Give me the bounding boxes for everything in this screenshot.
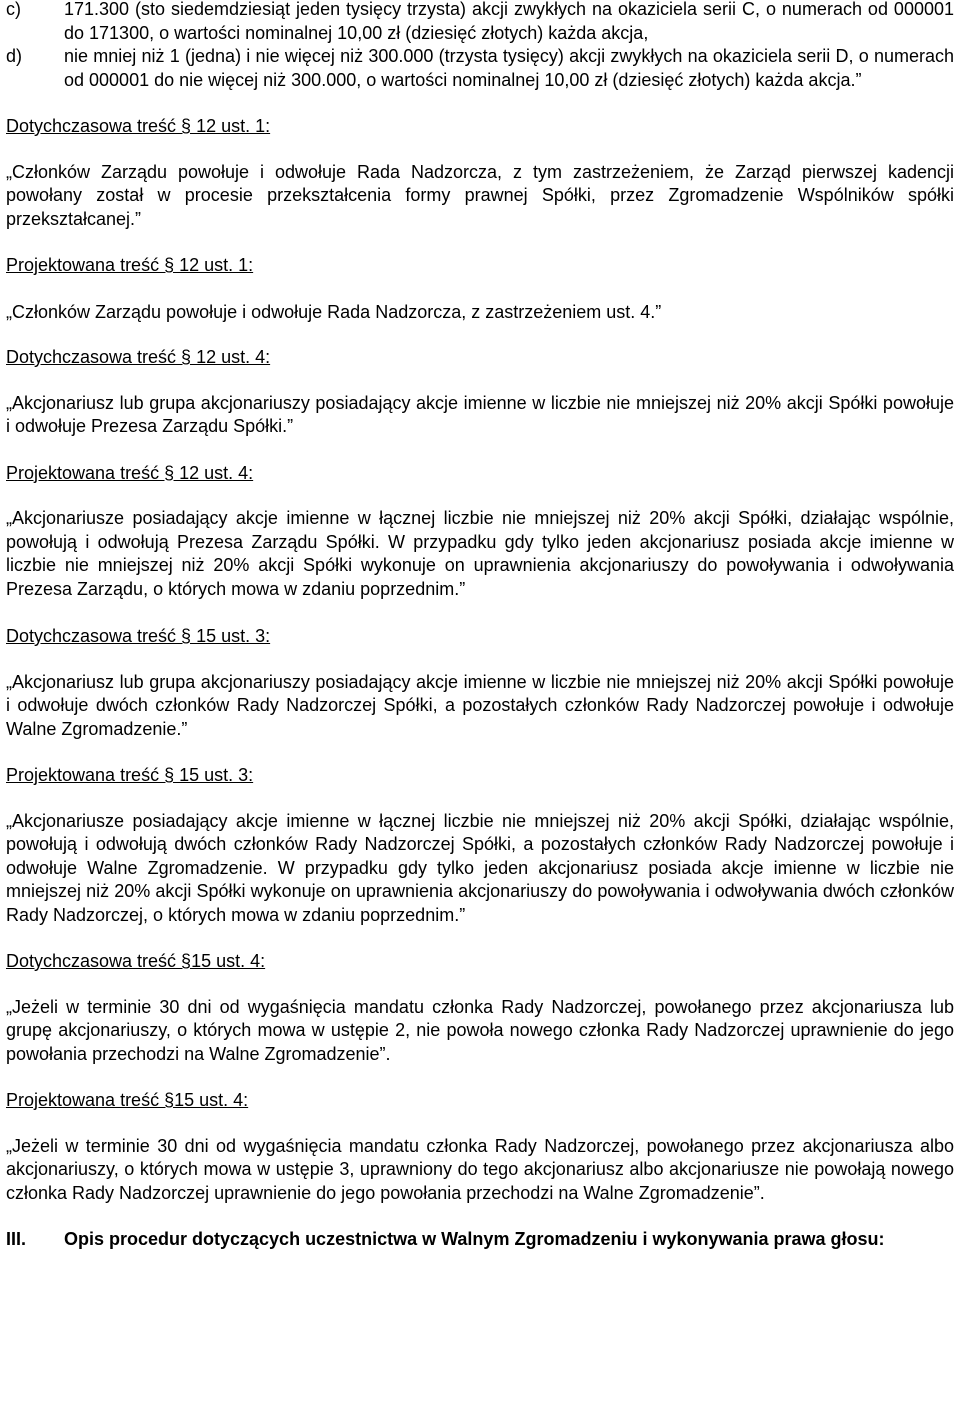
section-number: III. [6,1229,27,1249]
block-heading: Dotychczasowa treść §15 ust. 4: [6,951,266,971]
block-quote: „Akcjonariusz lub grupa akcjonariuszy posiadający akcje imienne w liczbie nie mniejszej niż 20% akcji Spółki powołuje i odwołuje Prezesa Zarządu Spółki.” [6,392,954,436]
block-quote: „Jeżeli w terminie 30 dni od wygaśnięcia mandatu członka Rady Nadzorczej, powołanego przez akcjonariusza lub grupę akcjonariuszy, o których mowa w ustępie 2, nie powoła nowego członka Rady Nadzorczej uprawnienie do jego powołania przechodzi na Walne Zgromadzenie”. [6,996,954,1064]
list-marker: c) [6,0,21,19]
list-item-text: 171.300 (sto siedemdziesiąt jeden tysięcy trzysta) akcji zwykłych na okaziciela serii C, o numerach od 000001 do 171300, o wartości nominalnej 10,00 zł (dziesięć złotych) każda akcja, [64,0,954,43]
block-quote: „Członków Zarządu powołuje i odwołuje Rada Nadzorcza, z tym zastrzeżeniem, że Zarząd pierwszej kadencji powołany został w procesie przekształcenia formy prawnej Spółki, przez Zgromadzenie Wspólników spółki przekształcanej.” [6,161,954,229]
block-heading: Dotychczasowa treść § 15 ust. 3: [6,626,271,646]
block-heading: Dotychczasowa treść § 12 ust. 1: [6,116,271,136]
list-item-text: nie mniej niż 1 (jedna) i nie więcej niż 300.000 (trzysta tysięcy) akcji zwykłych na okaziciela serii D, o numerach od 000001 do nie więcej niż 300.000, o wartości nominalnej 10,00 zł (dziesięć złotych) każda akcja.” [64,46,954,90]
list-item-d [6,45,954,92]
block-heading: Projektowana treść § 12 ust. 1: [6,255,254,275]
block-quote: „Akcjonariusze posiadający akcje imienne w łącznej liczbie nie mniejszej niż 20% akcji Spółki, działając wspólnie, powołują i odwołują dwóch członków Rady Nadzorczej Spółki, a pozostałych członków Rady Nadzorczej powołuje i odwołuje Walne Zgromadzenie. W przypadku gdy tylko jeden akcjonariusz posiada akcje imienne w liczbie nie mniejszej niż 20% akcji Spółki wykonuje on uprawnienia akcjonariuszy do powoływania i odwoływania dwóch członków Rady Nadzorczej, o których mowa w zdaniu poprzednim.” [6,810,954,925]
block-quote: „Akcjonariusz lub grupa akcjonariuszy posiadający akcje imienne w liczbie nie mniejszej niż 20% akcji Spółki powołuje i odwołuje dwóch członków Rady Nadzorczej Spółki, a pozostałych członków Rady Nadzorczej powołuje i odwołuje Walne Zgromadzenie.” [6,671,954,739]
block-heading: Dotychczasowa treść § 12 ust. 4: [6,347,271,367]
list-marker: d) [6,46,23,66]
section-heading [6,1228,954,1252]
block-quote: „Jeżeli w terminie 30 dni od wygaśnięcia mandatu członka Rady Nadzorczej, powołanego przez akcjonariusza albo akcjonariuszy, o których mowa w ustępie 3, uprawniony do tego akcjonariusz albo akcjonariusze nie powołają nowego członka Rady Nadzorczej uprawnienie do jego powołania przechodzi na Walne Zgromadzenie”. [6,1135,954,1203]
block-quote: „Członków Zarządu powołuje i odwołuje Rada Nadzorcza, z zastrzeżeniem ust. 4.” [6,301,662,322]
section-title: Opis procedur dotyczących uczestnictwa w Walnym Zgromadzeniu i wykonywania prawa głosu: [64,1229,885,1249]
block-quote: „Akcjonariusze posiadający akcje imienne w łącznej liczbie nie mniejszej niż 20% akcji Spółki, działając wspólnie, powołują i odwołują Prezesa Zarządu Spółki. W przypadku gdy tylko jeden akcjonariusz posiada akcje imienne w liczbie nie mniejszej niż 20% akcji Spółki wykonuje on uprawnienia akcjonariuszy do powoływania i odwoływania Prezesa Zarządu, o których mowa w zdaniu poprzednim.” [6,508,954,599]
list-item-c [6,0,954,45]
block-heading: Projektowana treść § 15 ust. 3: [6,765,254,785]
block-heading: Projektowana treść § 12 ust. 4: [6,462,254,483]
block-heading: Projektowana treść §15 ust. 4: [6,1090,249,1110]
